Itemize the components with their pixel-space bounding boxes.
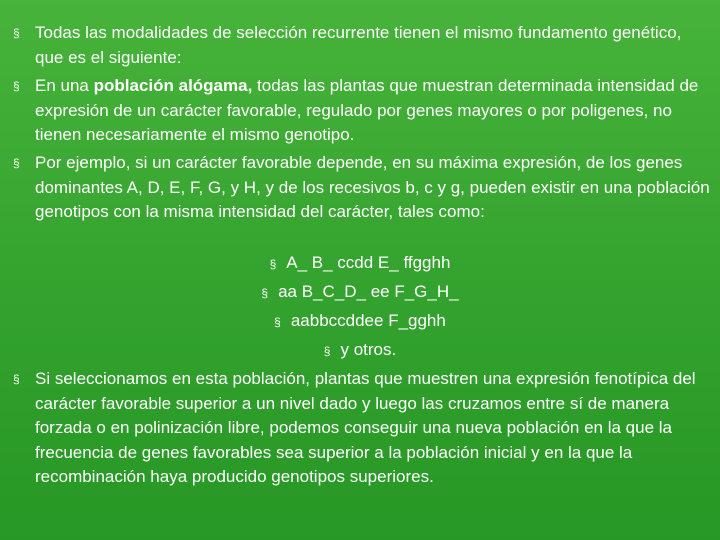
bullet-text [35, 74, 710, 148]
bullet-icon: § [323, 344, 331, 358]
genotype-item [0, 280, 720, 306]
bullet-item [14, 74, 710, 148]
bullet-item [14, 367, 710, 490]
genotype-text: y otros. [340, 340, 397, 359]
bullet-icon: § [13, 156, 20, 170]
genotype-text: aabbccddee F_gghh [290, 311, 446, 330]
genotype-text: A_ B_ ccdd E_ ffgghh [286, 253, 451, 272]
genotype-item [0, 338, 720, 364]
bullet-item [14, 151, 710, 225]
bullet-item [14, 21, 710, 70]
bullet-text: Por ejemplo, si un carácter favorable depende, en su máxima expresión, de los genes dominantes A, D, E, F, G, y H, y de los recesivos b, c y g, pueden existir en una población genotipos con la misma intensidad del carácter, tales como: [35, 153, 710, 222]
bullet-icon: § [261, 286, 269, 300]
bullet-icon: § [13, 372, 20, 386]
bullet-text: Si seleccionamos en esta población, plantas que muestren una expresión fenotípica del carácter favorable superior a un nivel dado y luego las cruzamos entre sí de manera forzada o en polinización libre, podemos conseguir una nueva población en la que la frecuencia de genes favorables sea superior a la población inicial y en la que la recombinación haya producido genotipos superiores. [35, 369, 696, 487]
bullet-icon: § [13, 26, 20, 40]
genotype-item [0, 251, 720, 277]
bullet-text-post: todas las plantas que muestran determinada intensidad de expresión de un carácter favorable, regulado por genes mayores o por poligenes, no tienen necesariamente el mismo genotipo. [35, 76, 699, 145]
genotype-text: aa B_C_D_ ee F_G_H_ [278, 282, 459, 301]
bullet-text-bold: población alógama, [93, 76, 253, 95]
bullet-icon: § [13, 79, 20, 93]
genotype-item [0, 309, 720, 335]
bullet-text: Todas las modalidades de selección recurrente tienen el mismo fundamento genético, que es el siguiente: [35, 23, 682, 67]
bullet-icon: § [269, 257, 277, 271]
bullet-text-pre: En una [35, 76, 94, 95]
bullet-icon: § [274, 315, 281, 329]
